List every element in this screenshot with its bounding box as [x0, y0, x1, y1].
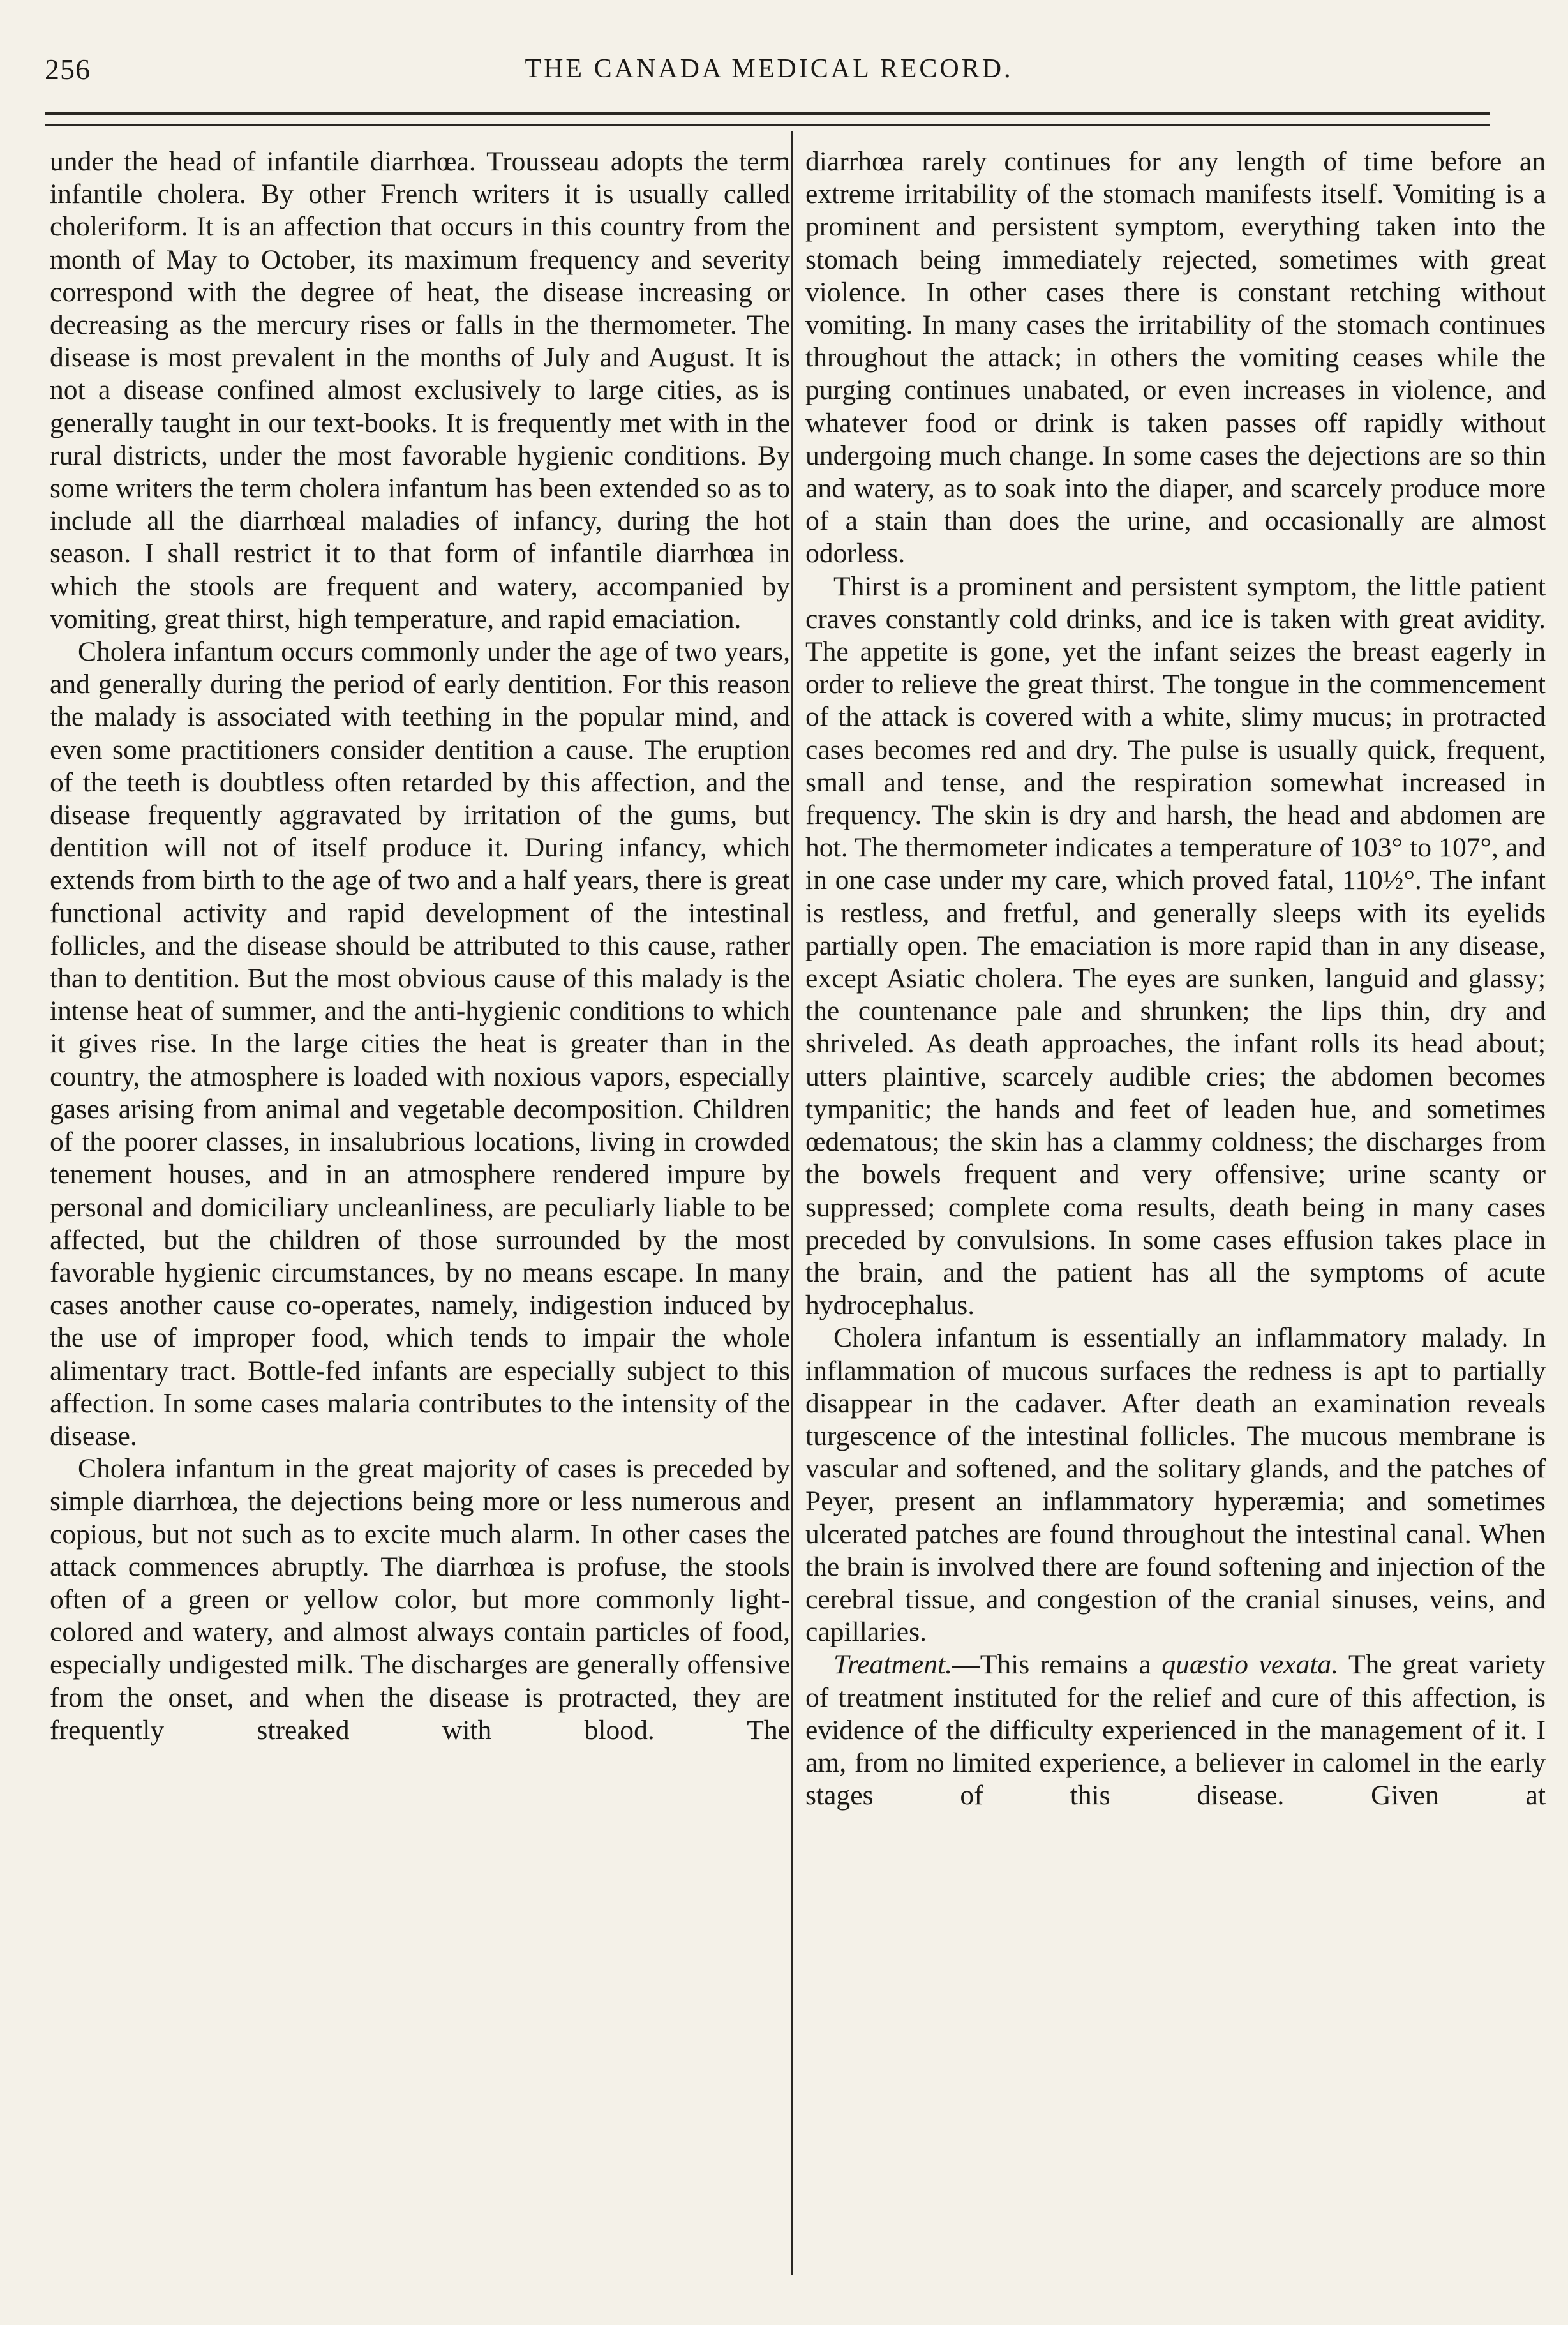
left-paragraph-3: Cholera infantum in the great majority of cases is preceded by simple diarrhœa, the dejections being more or less numerous and copious, but not such as to excite much alarm. In other cases the attack commences abruptly. The diarrhœa is profuse, the stools often of a green or yellow color, but more commonly light-colored and watery, and almost always contain particles of food, especially undigested milk. The discharges are generally offensive from the onset, and when the disease is protracted, they are frequently streaked with blood. The: [50, 1453, 790, 1746]
running-title: THE CANADA MEDICAL RECORD.: [525, 54, 1013, 84]
right-paragraph-4: [805, 1648, 1546, 1812]
left-column: [50, 146, 790, 1747]
header-rule-thick: [45, 112, 1490, 115]
column-divider: [791, 131, 793, 2275]
right-column: [805, 146, 1546, 1812]
right-paragraph-2: Thirst is a prominent and persistent symptom, the little patient craves constantly cold drinks, and ice is taken with great avidity. The appetite is gone, yet the infant seizes the breast eagerly in order to relieve the great thirst. The tongue in the commencement of the attack is covered with a white, slimy mucus; in protracted cases becomes red and dry. The pulse is usually quick, frequent, small and tense, and the respiration somewhat increased in frequency. The skin is dry and harsh, the head and abdomen are hot. The thermometer indicates a temperature of 103° to 107°, and in one case under my care, which proved fatal, 110½°. The infant is restless, and fretful, and generally sleeps with its eyelids partially open. The emaciation is more rapid than in any disease, except Asiatic cholera. The eyes are sunken, languid and glassy; the countenance pale and shrunken; the lips thin, dry and shriveled. As death approaches, the infant rolls its head about; utters plaintive, scarcely audible cries; the abdomen becomes tympanitic; the hands and feet of leaden hue, and sometimes œdematous; the skin has a clammy coldness; the discharges from the bowels frequent and very offensive; urine scanty or suppressed; complete coma results, death being in many cases preceded by convulsions. In some cases effusion takes place in the brain, and the patient has all the symptoms of acute hydrocephalus.: [805, 571, 1546, 1321]
left-paragraph-2: Cholera infantum occurs commonly under the age of two years, and generally during the period of early dentition. For this reason the malady is associated with teething in the popular mind, and even some practitioners consider dentition a cause. The eruption of the teeth is doubtless often retarded by this affection, and the disease frequently aggravated by irritation of the gums, but dentition will not of itself produce it. During infancy, which extends from birth to the age of two and a half years, there is great functional activity and rapid development of the intestinal follicles, and the disease should be attributed to this cause, rather than to dentition. But the most obvious cause of this malady is the intense heat of summer, and the anti-hygienic conditions to which it gives rise. In the large cities the heat is greater than in the country, the atmosphere is loaded with noxious vapors, especially gases arising from animal and vegetable decomposition. Children of the poorer classes, in insalubrious locations, living in crowded tenement houses, and in an atmosphere rendered impure by personal and domiciliary uncleanliness, are peculiarly liable to be affected, but the children of those surrounded by the most favorable hygienic circumstances, by no means escape. In many cases another cause co-operates, namely, indigestion induced by the use of improper food, which tends to impair the whole alimentary tract. Bottle-fed infants are especially subject to this affection. In some cases malaria contributes to the intensity of the disease.: [50, 636, 790, 1451]
right-paragraph-1: diarrhœa rarely continues for any length of time before an extreme irritability of the stomach manifests itself. Vomiting is a prominent and persistent symptom, everything taken into the stomach being immediately rejected, sometimes with great violence. In other cases there is constant retching without vomiting. In many cases the irritability of the stomach continues throughout the attack; in others the vomiting ceases while the purging continues unabated, or even increases in violence, and whatever food or drink is taken passes off rapidly without undergoing much change. In some cases the dejections are so thin and watery, as to soak into the diaper, and scarcely produce more of a stain than does the urine, and occasionally are almost odorless.: [805, 146, 1546, 569]
latin-phrase: quæstio vexata.: [1161, 1649, 1339, 1680]
page-number: 256: [45, 53, 91, 86]
left-paragraph-1: under the head of infantile diarrhœa. Trousseau adopts the term infantile cholera. By other French writers it is usually called choleriform. It is an affection that occurs in this country from the month of May to October, its maximum frequency and severity correspond with the degree of heat, the disease increasing or decreasing as the mercury rises or falls in the thermometer. The disease is most prevalent in the months of July and August. It is not a disease confined almost exclusively to large cities, as is generally taught in our text-books. It is frequently met with in the rural districts, under the most favorable hygienic conditions. By some writers the term cholera infantum has been extended so as to include all the diarrhœal maladies of infancy, during the hot season. I shall restrict it to that form of infantile diarrhœa in which the stools are frequent and watery, accompanied by vomiting, great thirst, high temperature, and rapid emaciation.: [50, 146, 790, 634]
page-header: [45, 52, 1493, 91]
treatment-body-text: The great variety of treatment instituted for the relief and cure of this affection, is evidence of the difficulty experienced in the management of it. I am, from no limited experience, a believer in calomel in the early stages of this disease. Given at: [805, 1649, 1546, 1811]
treatment-heading: Treatment.: [833, 1649, 953, 1680]
treatment-dash-text: —This remains a: [952, 1649, 1162, 1680]
right-paragraph-3: Cholera infantum is essentially an inflammatory malady. In inflammation of mucous surfaces the redness is apt to partially disappear in the cadaver. After death an examination reveals turgescence of the intestinal follicles. The mucous membrane is vascular and softened, and the solitary glands, and the patches of Peyer, present an inflammatory hyperæmia; and sometimes ulcerated patches are found throughout the intestinal canal. When the brain is involved there are found softening and injection of the cerebral tissue, and congestion of the cranial sinuses, veins, and capillaries.: [805, 1322, 1546, 1648]
header-rule-thin: [45, 124, 1490, 126]
